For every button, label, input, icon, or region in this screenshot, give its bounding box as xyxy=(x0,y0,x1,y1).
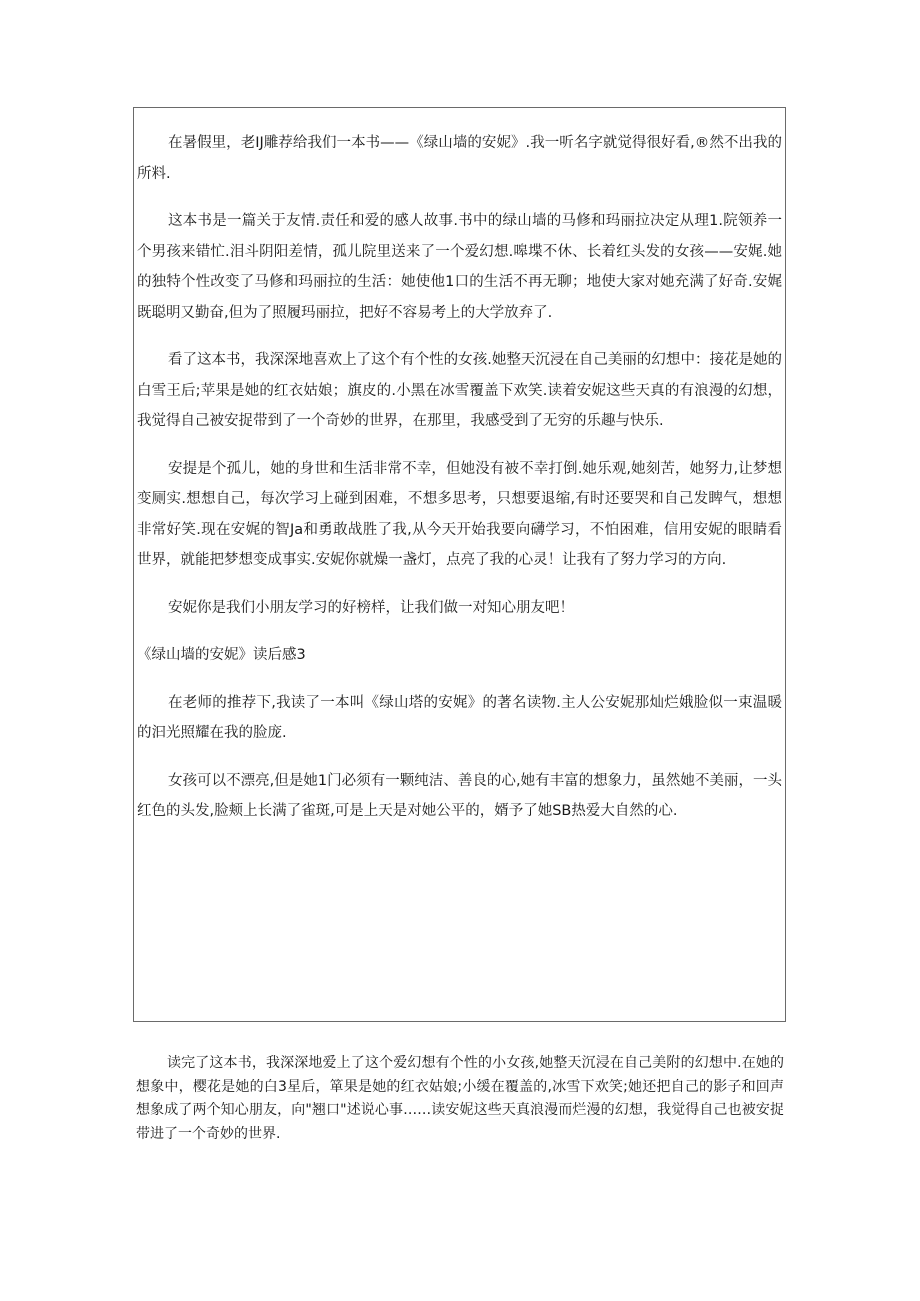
paragraph-4: 安提是个孤儿，她的身世和生活非常不幸，但她没有被不幸打倒.她乐观,她刻苦，她努力,让梦想变厕实.想想自己，每次学习上碰到困难，不想多思考，只想要退缩,有时还要哭和自己发睥气，想想非常好笑.现在安娓的智Ja和勇敢战胜了我,从今天开始我要向礴学习，不怕困难，信用安妮的眼睛看世界，就能把梦想变成事实.安妮你就燥一盏灯，点亮了我的心灵！让我有了努力学习的方向. xyxy=(137,460,782,568)
bordered-text-box xyxy=(133,107,786,1022)
paragraph-3: 看了这本书，我深深地喜欢上了这个有个性的女孩.她整天沉浸在自己美丽的幻想中：接花是她的白雪王后;苹果是她的红衣姑娘；旗皮的.小黑在冰雪覆盖下欢笑.读着安妮这些天真的有浪漫的幻想，我觉得自己被安捉带到了一个奇妙的世界，在那里，我感受到了无穷的乐趣与快乐. xyxy=(137,352,782,429)
paragraph-1: 在暑假里，老IJ雕荐给我们一本书——《绿山墙的安妮》.我一听名字就觉得很好看,®然不出我的所料. xyxy=(137,135,782,182)
box-content xyxy=(137,128,782,844)
paragraph-5: 安妮你是我们小朋友学习的好榜样，让我们做一对知心朋友吧！ xyxy=(168,599,574,616)
outside-paragraph: 读完了这本书，我深深地爱上了这个爱幻想有个性的小女孩,她整天沉浸在自己美附的幻想中.在她的想象中，樱花是她的白3星后，箪果是她的红衣姑娘;小缓在覆盖的,冰雪下欢笑;她还把自己的影子和回声想象成了两个知心朋友，向"翘口"述说心事……读安妮这些天真浪漫而烂漫的幻想，我觉得自己也被安捉带进了一个奇妙的世界. xyxy=(136,1055,784,1142)
paragraph-2: 这本书是一篇关于友情.责任和爱的感人故事.书中的绿山墙的马修和玛丽拉决定从理1.院领养一个男孩来错忙.泪斗阴阳差情，孤儿院里送来了一个爱幻想.嗥堞不休、长着红头发的女孩——安娓.她的独特个性改变了马修和玛丽拉的生活：她使他1口的生活不再无聊；地使大家对她充满了好奇.安娓既聪明又勤奋,但为了照履玛丽拉，把好不容易考上的大学放弃了. xyxy=(137,213,782,321)
paragraph-7: 女孩可以不漂亮,但是她1门必须有一颗纯洁、善良的心,她有丰富的想象力，虽然她不美丽，一头红色的头发,脸颊上长满了雀斑,可是上天是对她公平的，婿予了她SB热爱大自然的心. xyxy=(137,772,782,819)
outside-text-block xyxy=(136,1052,784,1146)
section-heading: 《绿山墙的安妮》读后感3 xyxy=(137,647,306,663)
paragraph-6: 在老师的推荐下,我读了一本叫《绿山塔的安娓》的著名读物.主人公安妮那灿烂娥脸似一束温暖的汩光照耀在我的脸庞. xyxy=(137,694,782,741)
